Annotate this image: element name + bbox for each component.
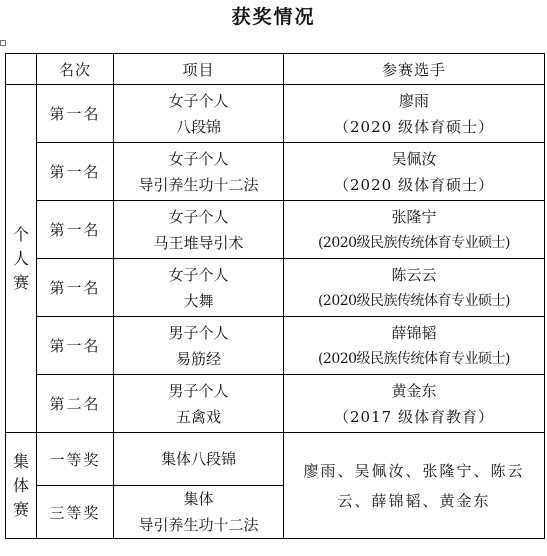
header-row [6,54,545,85]
event-cell: 男子个人 易筋经 [114,317,284,375]
category-individual: 个 人 赛 [6,85,37,433]
participant-cell: 薛锦韬 (2020级民族传统体育专业硕士) [284,317,545,375]
participant-cell: 张隆宁 (2020级民族传统体育专业硕士) [284,201,545,259]
category-collective: 集 体 赛 [6,433,37,539]
event-cell: 女子个人 导引养生功十二法 [114,143,284,201]
table-row [6,259,545,317]
participant-cell: 陈云云 (2020级民族传统体育专业硕士) [284,259,545,317]
table-row [6,375,545,433]
rank-cell: 第一名 [37,259,114,317]
document-title: 获奖情况 [231,6,316,28]
event-cell: 男子个人 五禽戏 [114,375,284,433]
table-anchor-marker [0,40,6,46]
rank-cell: 第一名 [37,85,114,143]
participant-cell: 吴佩汝 （2020 级体育硕士） [284,143,545,201]
rank-cell: 第一名 [37,201,114,259]
table-row [6,433,545,486]
event-cell: 女子个人 大舞 [114,259,284,317]
table-row [6,85,545,143]
table-row [6,143,545,201]
rank-cell: 一等奖 [37,433,114,486]
participant-cell: 黄金东 （2017 级体育教育） [284,375,545,433]
table-row [6,201,545,259]
event-cell: 女子个人 马王堆导引术 [114,201,284,259]
rank-cell: 第二名 [37,375,114,433]
participant-cell: 廖雨 （2020 级体育硕士） [284,85,545,143]
header-category [6,54,37,85]
event-cell: 集体八段锦 [114,433,284,486]
header-event: 项目 [114,54,284,85]
rank-cell: 三等奖 [37,486,114,539]
header-rank: 名次 [37,54,114,85]
header-participant: 参赛选手 [284,54,545,85]
rank-cell: 第一名 [37,317,114,375]
event-cell: 集体 导引养生功十二法 [114,486,284,539]
rank-cell: 第一名 [37,143,114,201]
event-cell: 女子个人 八段锦 [114,85,284,143]
awards-table [5,53,545,539]
collective-participants: 廖雨、吴佩汝、张隆宁、陈云云、薛锦韬、黄金东 [284,433,545,539]
table-row [6,317,545,375]
